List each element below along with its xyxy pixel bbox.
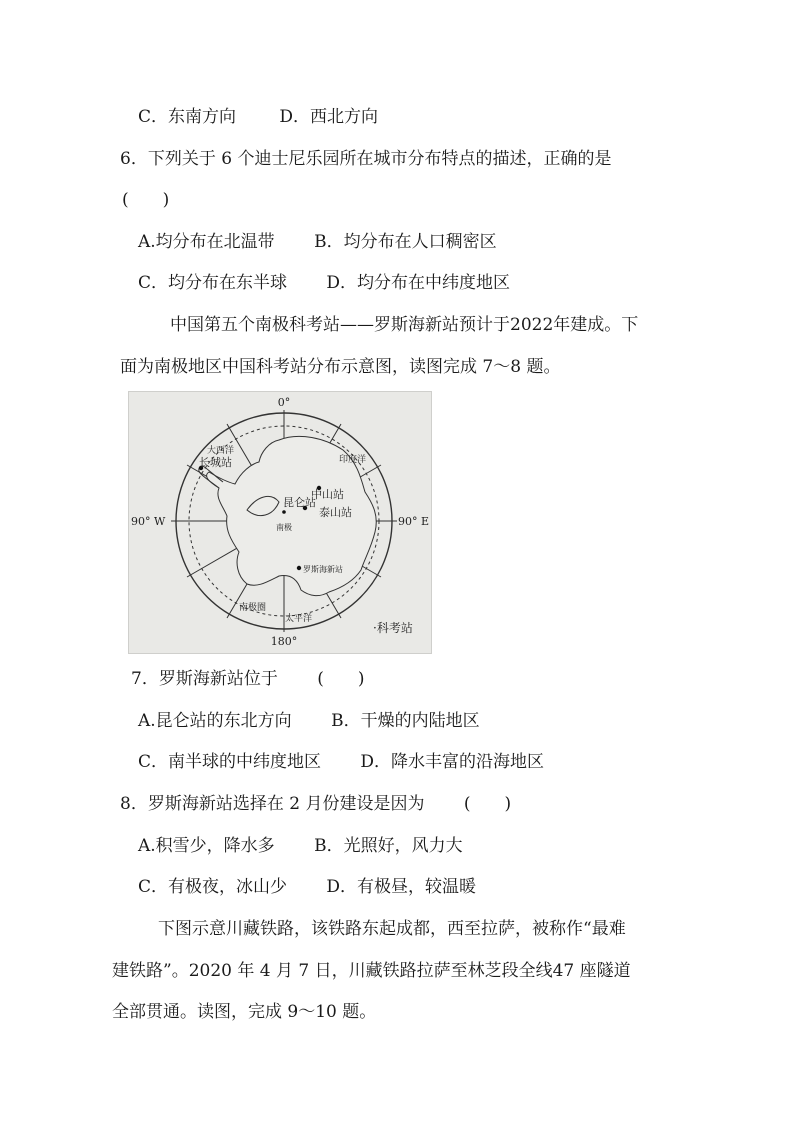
kunlun-station-dot (282, 510, 286, 514)
q7-option-c: C．南半球的中纬度地区 (138, 752, 322, 772)
passage2-line2: 建铁路”。2020 年 4 月 7 日，川藏铁路拉萨至林芝段全线47 座隧道 (112, 961, 631, 981)
passage2-line3: 全部贯通。读图，完成 9～10 题。 (112, 1002, 377, 1022)
q8-answer-paren: ( ) (463, 794, 512, 814)
q8-stem-row (120, 793, 511, 815)
label-0-degree: 0° (277, 396, 291, 409)
passage1-line1: 中国第五个南极科考站——罗斯海新站预计于2022年建成。下 (170, 315, 639, 335)
label-indian-ocean: 印度洋 (339, 455, 367, 465)
q5-options-row (138, 106, 378, 128)
antarctic-station-map (128, 391, 432, 654)
label-90e: 90° E (397, 515, 429, 528)
label-kunlun-station: 昆仑站 (283, 496, 316, 509)
q8-option-d: D．有极昼，较温暖 (326, 877, 477, 897)
label-zhongshan-station: 中山站 (311, 488, 344, 501)
q7-stem: 7．罗斯海新站位于 (131, 669, 278, 689)
q7-option-d: D．降水丰富的沿海地区 (360, 752, 545, 772)
q7-stem-row (131, 668, 365, 690)
label-90w: 90° W (131, 515, 166, 528)
q6-option-d: D．均分布在中纬度地区 (326, 273, 511, 293)
q8-stem: 8．罗斯海新站选择在 2 月份建设是因为 (120, 794, 425, 814)
map-legend-station: ·科考站 (373, 621, 413, 635)
label-pacific: 太平洋 (285, 614, 313, 624)
passage2-line1: 下图示意川藏铁路，该铁路东起成都，西至拉萨，被称作“最难 (158, 919, 626, 939)
q7-answer-paren: ( ) (317, 669, 365, 689)
label-180-degree: 180° (270, 635, 298, 648)
passage1-line2: 面为南极地区中国科考站分布示意图，读图完成 7～8 题。 (120, 357, 561, 377)
q6-stem: 6．下列关于 6 个迪士尼乐园所在城市分布特点的描述，正确的是 (120, 149, 612, 169)
q5-option-c: C．东南方向 (138, 107, 237, 127)
label-taishan-station: 泰山站 (319, 506, 352, 519)
label-south-pole: 南极 (276, 523, 292, 532)
label-atlantic: 大西洋 (207, 446, 235, 456)
q8-option-c: C．有极夜，冰山少 (138, 877, 288, 897)
ross-sea-station-dot (297, 566, 301, 570)
q8-options-row1 (138, 835, 463, 857)
label-great-wall-station: 长城站 (199, 456, 232, 469)
q6-answer-paren: ( ) (122, 190, 170, 210)
q8-option-a: A.积雪少，降水多 (138, 836, 275, 856)
q6-options-row1 (138, 231, 497, 253)
q6-option-b: B．均分布在人口稠密区 (314, 232, 497, 252)
q7-options-row1 (138, 710, 480, 732)
label-antarctic-circle: 南极圈 (239, 603, 267, 613)
q8-options-row2 (138, 876, 476, 898)
q6-option-c: C．均分布在东半球 (138, 273, 288, 293)
q7-options-row2 (138, 751, 544, 773)
q8-option-b: B．光照好，风力大 (314, 836, 463, 856)
q7-option-a: A.昆仑站的东北方向 (138, 711, 292, 731)
label-ross-sea-station: 罗斯海新站 (303, 565, 343, 574)
q7-option-b: B．干燥的内陆地区 (331, 711, 480, 731)
q6-option-a: A.均分布在北温带 (138, 232, 275, 252)
q5-option-d: D．西北方向 (279, 107, 379, 127)
q6-options-row2 (138, 272, 510, 294)
